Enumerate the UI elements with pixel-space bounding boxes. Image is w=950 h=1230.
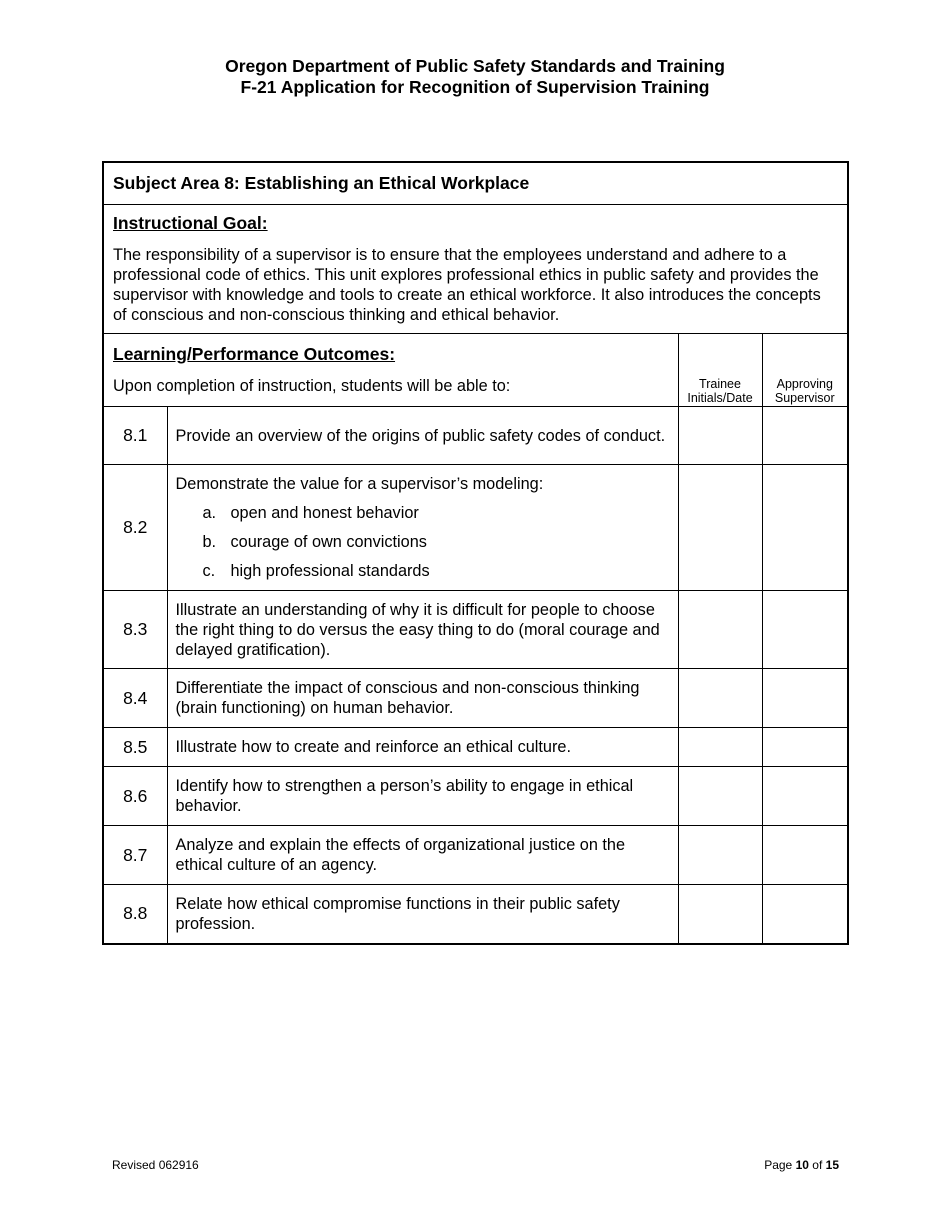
page-number: Page 10 of 15 bbox=[764, 1158, 839, 1172]
outcome-text: Relate how ethical compromise functions in their public safety profession. bbox=[167, 885, 678, 944]
table-row bbox=[103, 728, 848, 767]
document-header bbox=[0, 56, 950, 98]
outcomes-header bbox=[103, 334, 678, 407]
outcome-number: 8.8 bbox=[103, 885, 167, 944]
list-item: b. courage of own convictions bbox=[202, 533, 427, 551]
trainee-initials-cell[interactable] bbox=[678, 767, 762, 826]
table-row bbox=[103, 826, 848, 885]
revision-note: Revised 062916 bbox=[112, 1158, 199, 1172]
outcome-number: 8.7 bbox=[103, 826, 167, 885]
outcome-text: Provide an overview of the origins of public safety codes of conduct. bbox=[167, 407, 678, 465]
outcome-number: 8.5 bbox=[103, 728, 167, 767]
approving-supervisor-cell[interactable] bbox=[762, 826, 848, 885]
col-approving-supervisor: Approving Supervisor bbox=[762, 334, 848, 407]
outcome-number: 8.2 bbox=[103, 465, 167, 591]
table-row bbox=[103, 885, 848, 944]
table-row bbox=[103, 591, 848, 669]
outcomes-subtitle: Upon completion of instruction, students will be able to: bbox=[113, 377, 511, 395]
outcome-text: Differentiate the impact of conscious and non-conscious thinking (brain functioning) on human behavior. bbox=[167, 669, 678, 728]
outcome-text: Analyze and explain the effects of organizational justice on the ethical culture of an agency. bbox=[167, 826, 678, 885]
outcomes-form-table bbox=[102, 161, 849, 945]
approving-supervisor-cell[interactable] bbox=[762, 591, 848, 669]
outcome-number: 8.6 bbox=[103, 767, 167, 826]
trainee-initials-cell[interactable] bbox=[678, 826, 762, 885]
trainee-initials-cell[interactable] bbox=[678, 728, 762, 767]
outcome-number: 8.4 bbox=[103, 669, 167, 728]
subject-area-title: Subject Area 8: Establishing an Ethical Workplace bbox=[103, 162, 848, 205]
approving-supervisor-cell[interactable] bbox=[762, 407, 848, 465]
approving-supervisor-cell[interactable] bbox=[762, 885, 848, 944]
outcomes-title: Learning/Performance Outcomes: bbox=[113, 344, 396, 364]
trainee-initials-cell[interactable] bbox=[678, 669, 762, 728]
approving-supervisor-cell[interactable] bbox=[762, 728, 848, 767]
outcome-text: Identify how to strengthen a person’s ability to engage in ethical behavior. bbox=[167, 767, 678, 826]
table-row bbox=[103, 669, 848, 728]
table-row bbox=[103, 767, 848, 826]
list-item: a. open and honest behavior bbox=[202, 504, 419, 522]
col-trainee-initials: Trainee Initials/Date bbox=[678, 334, 762, 407]
trainee-initials-cell[interactable] bbox=[678, 885, 762, 944]
instructional-goal-text: The responsibility of a supervisor is to ensure that the employees understand and adhere to a professional code of ethics. This unit explores professional ethics in public safety and provides the supervisor with knowledge and tools to create an ethical workforce. It also introduces the concepts of conscious and non-conscious thinking and ethical behavior. bbox=[113, 246, 821, 324]
table-row bbox=[103, 465, 848, 591]
approving-supervisor-cell[interactable] bbox=[762, 465, 848, 591]
approving-supervisor-cell[interactable] bbox=[762, 767, 848, 826]
table-row bbox=[103, 407, 848, 465]
outcome-text: Illustrate an understanding of why it is difficult for people to choose the right thing to do versus the easy thing to do (moral courage and delayed gratification). bbox=[167, 591, 678, 669]
outcome-number: 8.1 bbox=[103, 407, 167, 465]
outcome-text: Demonstrate the value for a supervisor’s modeling: bbox=[175, 475, 544, 493]
outcome-text: Illustrate how to create and reinforce an ethical culture. bbox=[167, 728, 678, 767]
outcome-number: 8.3 bbox=[103, 591, 167, 669]
approving-supervisor-cell[interactable] bbox=[762, 669, 848, 728]
instructional-goal-section bbox=[103, 205, 848, 334]
outcome-sublist bbox=[176, 503, 668, 581]
header-agency: Oregon Department of Public Safety Standards and Training bbox=[225, 56, 725, 76]
trainee-initials-cell[interactable] bbox=[678, 591, 762, 669]
trainee-initials-cell[interactable] bbox=[678, 407, 762, 465]
trainee-initials-cell[interactable] bbox=[678, 465, 762, 591]
instructional-goal-title: Instructional Goal: bbox=[113, 213, 268, 233]
header-form-title: F-21 Application for Recognition of Supervision Training bbox=[240, 77, 710, 97]
list-item: c. high professional standards bbox=[202, 562, 430, 580]
outcome-text-with-list bbox=[167, 465, 678, 591]
